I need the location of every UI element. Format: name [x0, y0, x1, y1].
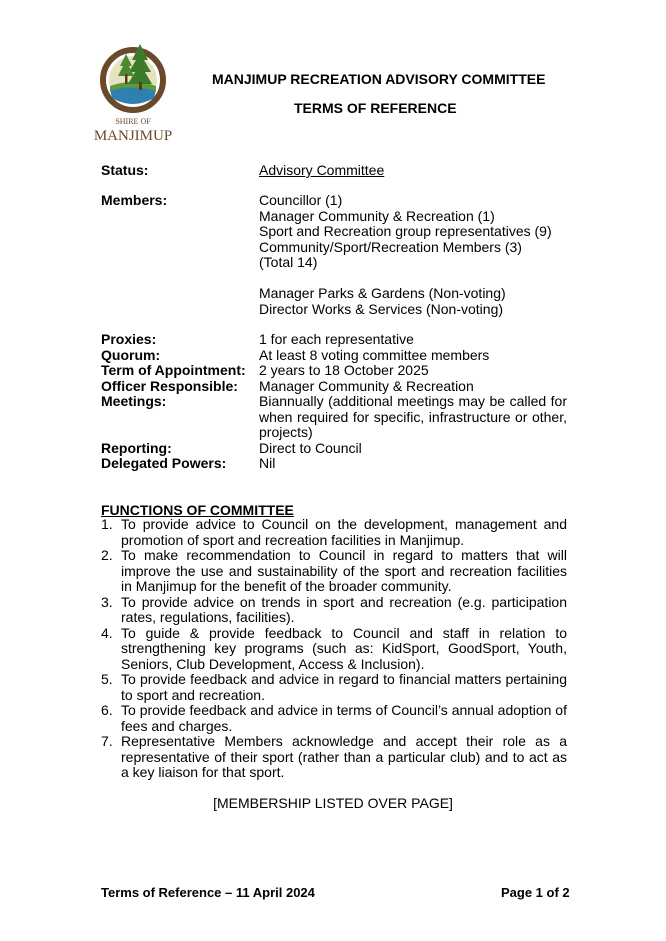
function-number: 3. — [101, 593, 113, 610]
quorum-label: Quorum: — [101, 346, 161, 363]
status-value: Advisory Committee — [259, 162, 385, 178]
nonvoting-list — [259, 286, 506, 317]
document-title: MANJIMUP RECREATION ADVISORY COMMITTEE — [212, 71, 546, 87]
function-text: To make recommendation to Council in regard to matters that will improve the use and sustainability of the sport and recreation facilities in Manjimup for the benefit of the broader community. — [121, 547, 567, 594]
meetings-value: Biannually (additional meetings may be called for when required for specific, infrastructure or other, projects) — [259, 393, 567, 440]
function-item — [101, 595, 567, 626]
nonvoting-item: Manager Parks & Gardens (Non-voting) — [259, 285, 506, 301]
member-item: Sport and Recreation group representatives (9) — [259, 223, 552, 239]
function-item — [101, 734, 567, 781]
members-label: Members: — [101, 192, 168, 208]
function-text: To provide feedback and advice in terms of Council’s annual adoption of fees and charges. — [121, 702, 567, 734]
member-item: Councillor (1) — [259, 192, 343, 208]
reporting-value: Direct to Council — [259, 439, 362, 456]
officer-label: Officer Responsible: — [101, 377, 238, 394]
svg-text:SHIRE OF: SHIRE OF — [115, 117, 151, 126]
member-item: Community/Sport/Recreation Members (3) — [259, 238, 522, 255]
function-number: 5. — [101, 671, 113, 687]
functions-heading: FUNCTIONS OF COMMITTEE — [101, 502, 294, 518]
function-number: 6. — [101, 702, 113, 718]
meetings-label: Meetings: — [101, 393, 167, 409]
proxies-label: Proxies: — [101, 331, 157, 347]
term-label: Term of Appointment: — [101, 362, 246, 378]
over-page-note: [MEMBERSHIP LISTED OVER PAGE] — [213, 795, 453, 811]
footer-page-number: Page 1 of 2 — [501, 885, 570, 900]
function-number: 4. — [101, 624, 113, 641]
quorum-value: At least 8 voting committee members — [259, 346, 490, 363]
member-total: (Total 14) — [259, 254, 318, 270]
function-text: To provide feedback and advice in regard to financial matters pertaining to sport and recreation. — [121, 671, 567, 703]
function-text: To provide advice on trends in sport and recreation (e.g. participation rates, regulations, facilities). — [121, 593, 567, 625]
delegated-label: Delegated Powers: — [101, 455, 227, 471]
function-item — [101, 517, 567, 548]
svg-text:MANJIMUP: MANJIMUP — [93, 128, 173, 144]
term-value: 2 years to 18 October 2025 — [259, 362, 429, 378]
function-text: To guide & provide feedback to Council and staff in relation to strengthening key programs (such as: KidSport, GoodSport, Youth, Seniors, Club Development, Access & Inclusion). — [121, 624, 567, 672]
reporting-label: Reporting: — [101, 439, 172, 456]
function-text: To provide advice to Council on the development, management and promotion of sport and recreation facilities in Manjimup. — [121, 516, 567, 548]
logo-emblem-icon — [88, 38, 178, 146]
document-subtitle: TERMS OF REFERENCE — [294, 100, 457, 116]
officer-value: Manager Community & Recreation — [259, 377, 474, 394]
nonvoting-item: Director Works & Services (Non-voting) — [259, 300, 504, 317]
function-item — [101, 548, 567, 595]
function-number: 2. — [101, 547, 113, 563]
function-number: 7. — [101, 733, 113, 749]
status-label: Status: — [101, 162, 149, 178]
function-item — [101, 672, 567, 703]
function-text: Representative Members acknowledge and accept their role as a representative of their sport (rather than a particular club) and to act as a key liaison for that sport. — [121, 733, 567, 780]
functions-list — [101, 517, 567, 781]
delegated-value: Nil — [259, 455, 276, 471]
shire-of-manjimup-logo — [88, 38, 178, 146]
members-list — [259, 193, 552, 271]
proxies-value: 1 for each representative — [259, 331, 414, 347]
member-item: Manager Community & Recreation (1) — [259, 207, 495, 224]
function-item — [101, 703, 567, 734]
function-number: 1. — [101, 516, 113, 532]
footer-document-date: Terms of Reference – 11 April 2024 — [101, 885, 315, 900]
function-item — [101, 626, 567, 673]
